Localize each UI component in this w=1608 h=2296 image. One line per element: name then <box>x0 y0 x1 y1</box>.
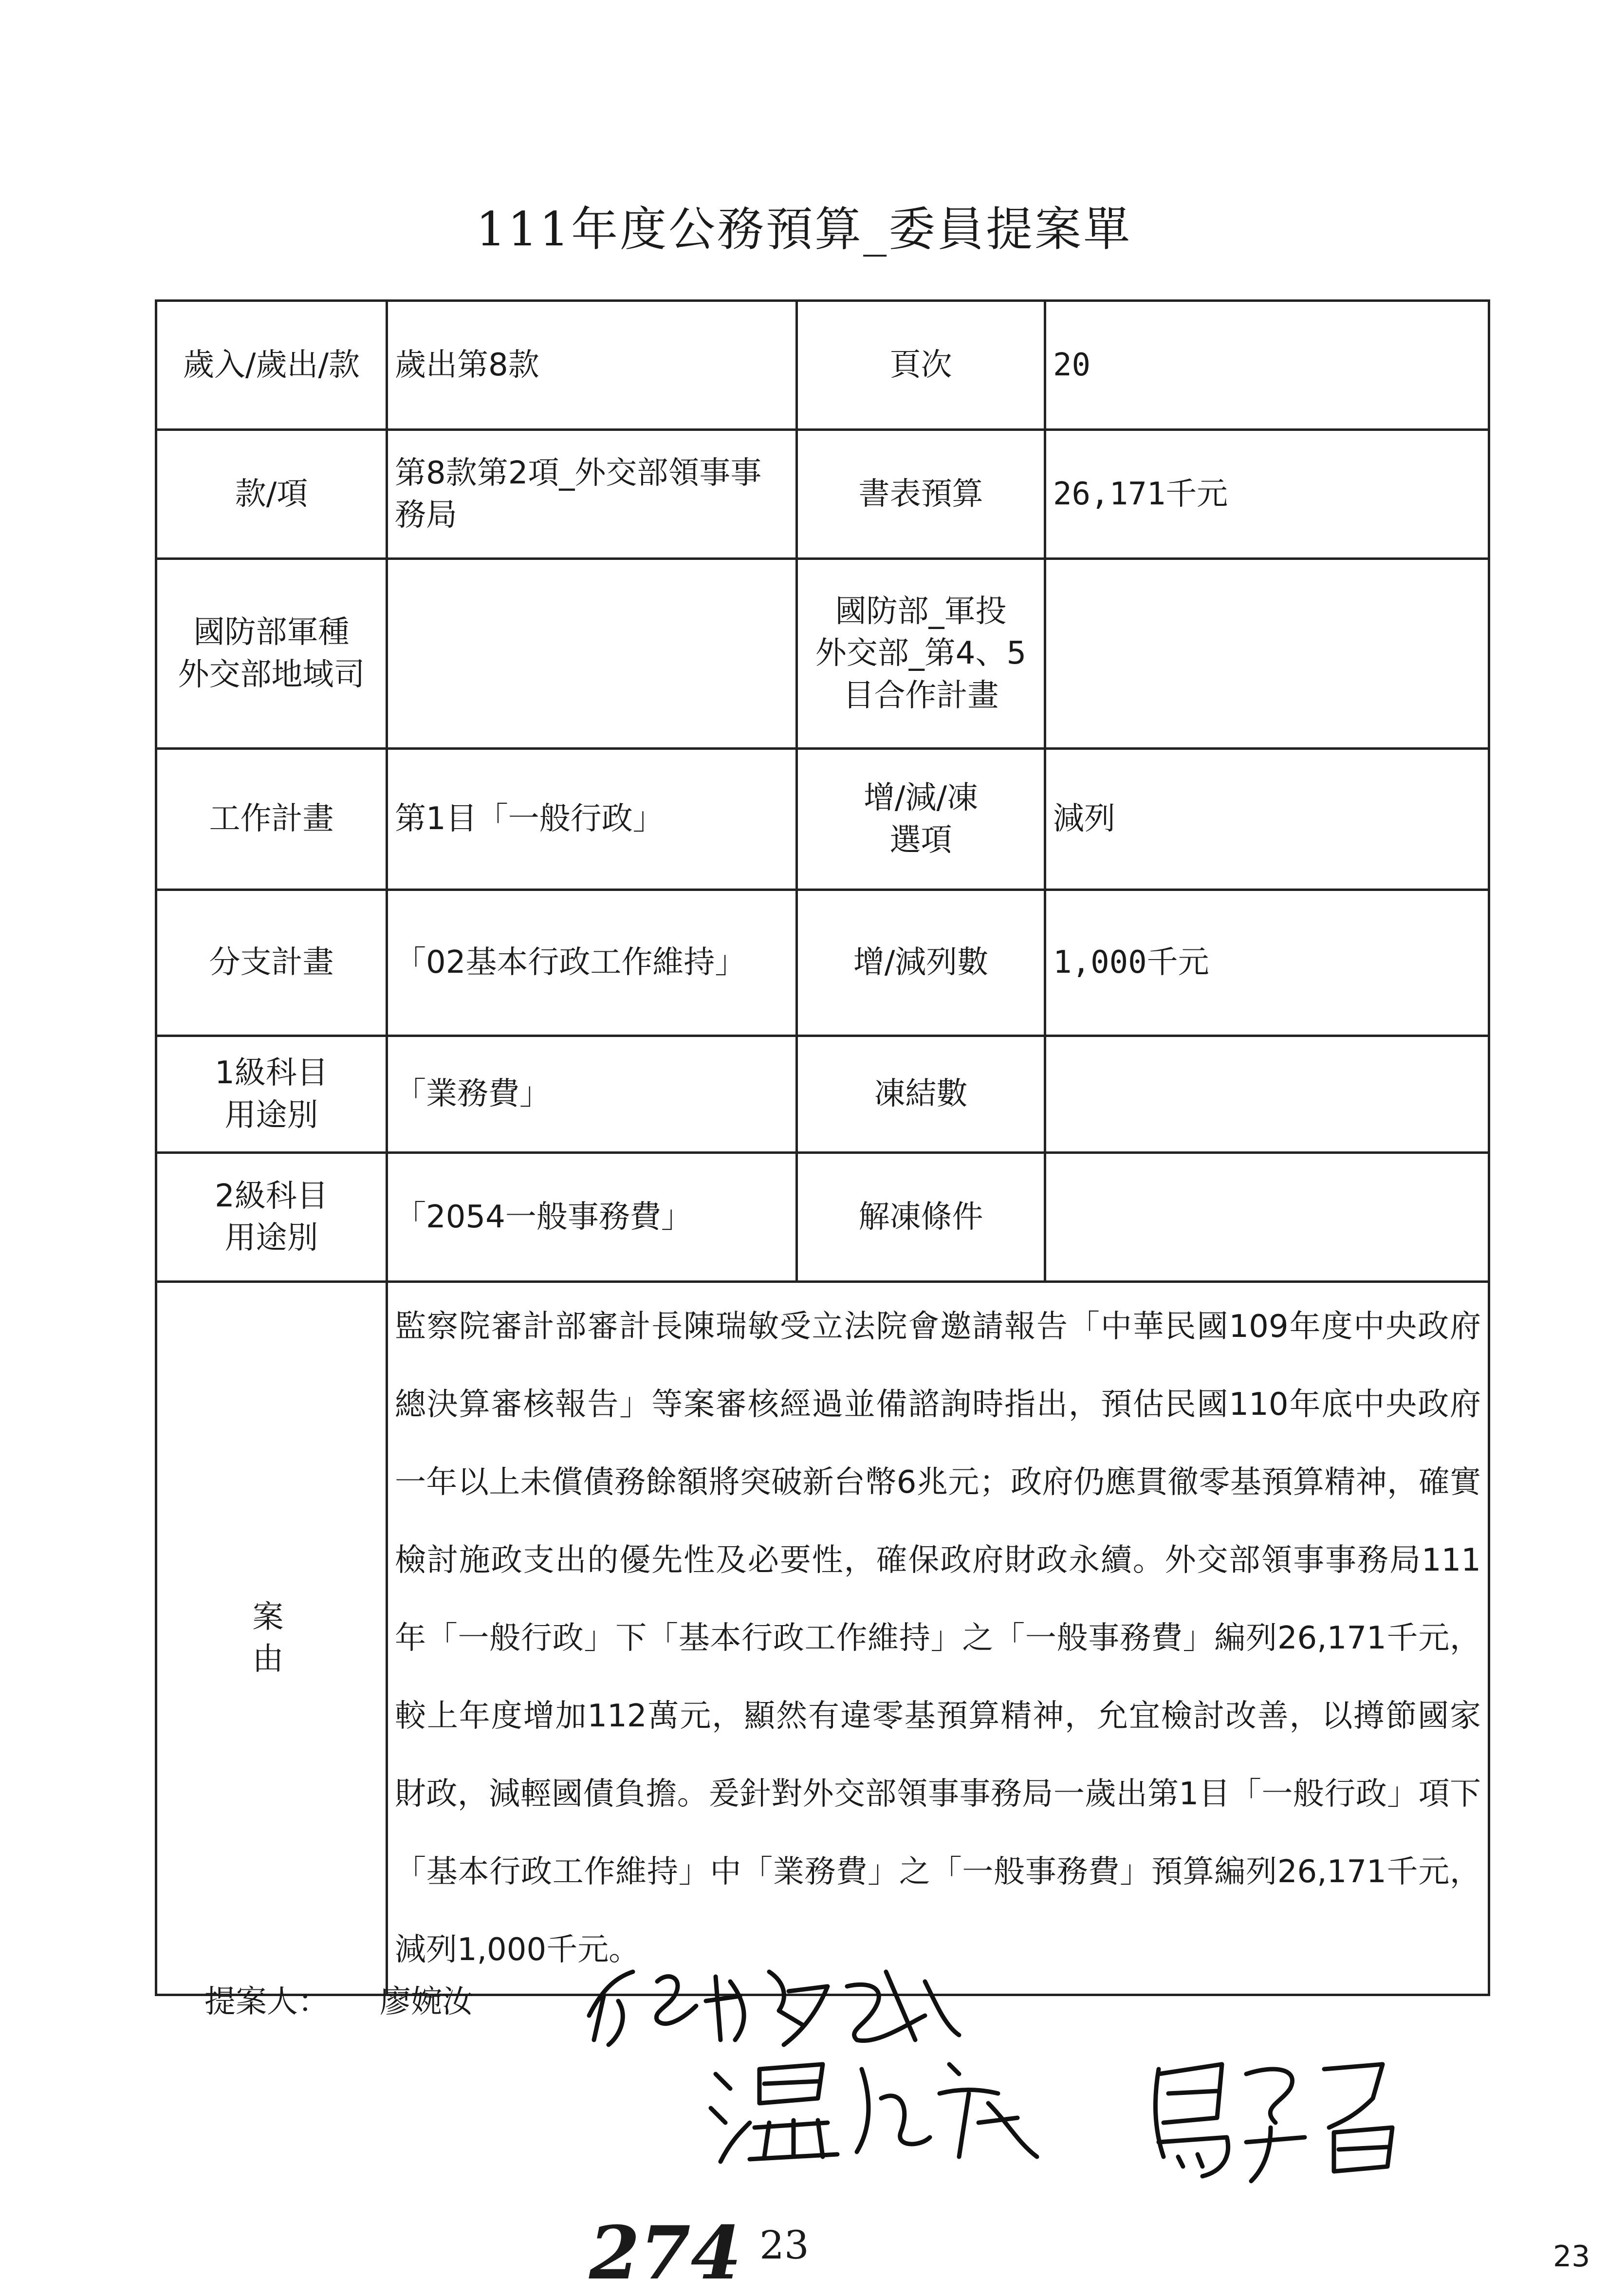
row-label: 歲入/歲出/款 <box>156 301 387 430</box>
row-label: 2級科目 用途別 <box>156 1153 387 1282</box>
row-label-2: 頁次 <box>797 301 1045 430</box>
row-value-2 <box>1045 1153 1489 1282</box>
row-value-2 <box>1045 559 1489 749</box>
table-row <box>156 890 1489 1036</box>
reason-text: 監察院審計部審計長陳瑞敏受立法院會邀請報告「中華民國109年度中央政府總決算審核報告」等案審核經過並備諮詢時指出，預估民國110年底中央政府一年以上未償債務餘額將突破新台幣6兆元；政府仍應貫徹零基預算精神，確實檢討施政支出的優先性及必要性，確保政府財政永續。外交部領事事務局111年「一般行政」下「基本行政工作維持」之「一般事務費」編列26,171千元，較上年度增加112萬元，顯然有違零基預算精神，允宜檢討改善，以撙節國家財政，減輕國債負擔。爰針對外交部領事事務局一歲出第1目「一般行政」項下「基本行政工作維持」中「業務費」之「一般事務費」預算編列26,171千元，減列1,000千元。 <box>387 1282 1489 1995</box>
reason-label: 案由 <box>156 1282 387 1995</box>
proposer-block <box>204 1977 473 2021</box>
row-label-2: 增/減列數 <box>797 890 1045 1036</box>
table-row <box>156 1153 1489 1282</box>
signature-1 <box>574 1943 974 2055</box>
row-label-2: 凍結數 <box>797 1036 1045 1153</box>
handwritten-page-number: 274 <box>589 2210 742 2296</box>
reason-row <box>156 1282 1489 1995</box>
row-value: 第8款第2項_外交部領事事務局 <box>387 430 797 559</box>
proposer-label: 提案人： <box>204 1984 329 2020</box>
row-value: 第1目「一般行政」 <box>387 749 797 890</box>
row-label: 1級科目 用途別 <box>156 1036 387 1153</box>
signature-2 <box>696 2040 1047 2171</box>
row-value: 「2054一般事務費」 <box>387 1153 797 1282</box>
form-title: 111年度公務預算_委員提案單 <box>476 202 1132 257</box>
row-value <box>387 559 797 749</box>
row-label: 分支計畫 <box>156 890 387 1036</box>
proposer-name: 廖婉汝 <box>380 1984 473 2020</box>
row-value-2: 減列 <box>1045 749 1489 890</box>
row-value-2: 26,171千元 <box>1045 430 1489 559</box>
row-label-2: 書表預算 <box>797 430 1045 559</box>
signature-3 <box>1129 2045 1412 2191</box>
handwritten-small-number: 23 <box>759 2222 809 2268</box>
table-row <box>156 559 1489 749</box>
table-row <box>156 301 1489 430</box>
table-row <box>156 1036 1489 1153</box>
table-row <box>156 749 1489 890</box>
table-row <box>156 430 1489 559</box>
corner-mark: 23 <box>1553 2240 1590 2274</box>
row-value-2 <box>1045 1036 1489 1153</box>
row-value-2: 20 <box>1045 301 1489 430</box>
row-label: 工作計畫 <box>156 749 387 890</box>
row-label: 國防部軍種 外交部地域司 <box>156 559 387 749</box>
proposal-table <box>155 299 1490 1996</box>
row-value-2: 1,000千元 <box>1045 890 1489 1036</box>
row-label-2: 解凍條件 <box>797 1153 1045 1282</box>
row-value: 歲出第8款 <box>387 301 797 430</box>
row-label-2: 國防部_軍投 外交部_第4、5 目合作計畫 <box>797 559 1045 749</box>
row-value: 「業務費」 <box>387 1036 797 1153</box>
row-label: 款/項 <box>156 430 387 559</box>
row-label-2: 增/減/凍 選項 <box>797 749 1045 890</box>
row-value: 「02基本行政工作維持」 <box>387 890 797 1036</box>
